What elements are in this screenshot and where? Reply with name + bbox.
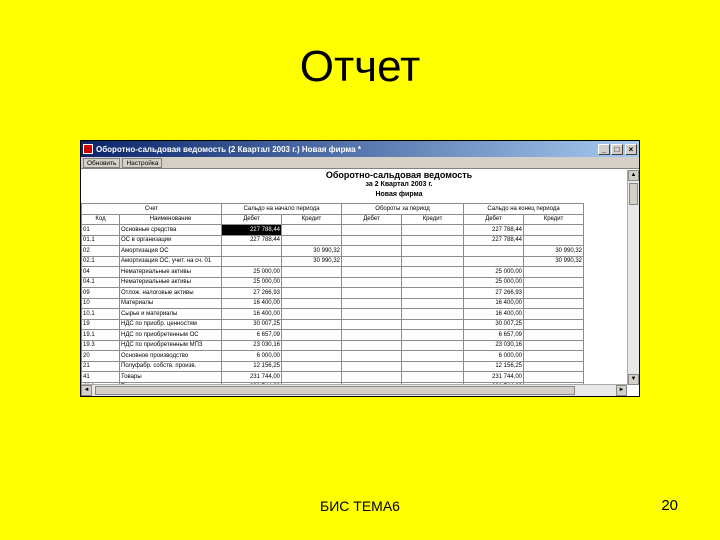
amount-cell[interactable]: 16 400,00 (464, 298, 524, 309)
report-period: за 2 Квартал 2003 г. (365, 181, 433, 188)
vertical-scrollbar[interactable] (627, 170, 639, 385)
amount-cell[interactable] (282, 361, 342, 372)
table-row[interactable] (82, 256, 584, 267)
account-code-cell[interactable]: 19.1 (82, 330, 120, 341)
amount-cell[interactable] (342, 330, 402, 341)
amount-cell[interactable] (282, 351, 342, 362)
header-turnover: Обороты за период (342, 204, 464, 215)
amount-cell[interactable] (402, 267, 464, 278)
column-header: Кредит (524, 214, 584, 225)
amount-cell[interactable]: 30 990,32 (282, 256, 342, 267)
scroll-down-icon[interactable]: ▼ (628, 374, 639, 385)
account-name-cell[interactable]: Амортизация ОС, учит. на сч. 01 (120, 256, 222, 267)
report-title: Оборотно-сальдовая ведомость (325, 170, 473, 180)
amount-cell[interactable]: 23 030,16 (222, 340, 282, 351)
amount-cell[interactable]: 231 744,00 (222, 372, 282, 383)
account-code-cell[interactable]: 09 (82, 288, 120, 299)
amount-cell[interactable] (402, 225, 464, 236)
account-code-cell[interactable]: 10.1 (82, 309, 120, 320)
account-name-cell[interactable]: Амортизация ОС (120, 246, 222, 257)
app-icon (83, 144, 93, 154)
scroll-right-icon[interactable]: ► (616, 385, 627, 396)
report-window (80, 140, 640, 397)
amount-cell[interactable] (402, 330, 464, 341)
amount-cell[interactable] (402, 361, 464, 372)
amount-cell[interactable] (402, 340, 464, 351)
account-code-cell[interactable]: 10 (82, 298, 120, 309)
amount-cell[interactable] (342, 267, 402, 278)
column-header: Кредит (402, 214, 464, 225)
amount-cell[interactable]: 23 030,16 (464, 340, 524, 351)
amount-cell[interactable] (342, 319, 402, 330)
toolbar (81, 157, 639, 169)
table-row[interactable] (82, 351, 584, 362)
amount-cell[interactable]: 12 156,25 (464, 361, 524, 372)
account-name-cell[interactable]: Отлож. налоговые активы (120, 288, 222, 299)
amount-cell[interactable] (342, 235, 402, 246)
report-header (171, 170, 627, 200)
refresh-button[interactable]: Обновить (83, 158, 120, 168)
amount-cell[interactable] (342, 277, 402, 288)
account-code-cell[interactable]: 04 (82, 267, 120, 278)
amount-cell[interactable] (282, 330, 342, 341)
report-table (81, 203, 584, 385)
header-group-row (82, 204, 584, 215)
account-code-cell[interactable]: 19.3 (82, 340, 120, 351)
column-header: Дебет (222, 214, 282, 225)
minimize-button[interactable]: _ (598, 144, 610, 155)
amount-cell[interactable]: 227 788,44 (464, 225, 524, 236)
amount-cell[interactable] (342, 340, 402, 351)
amount-cell[interactable] (342, 351, 402, 362)
amount-cell[interactable] (282, 372, 342, 383)
amount-cell[interactable]: 30 007,25 (464, 319, 524, 330)
table-row[interactable] (82, 235, 584, 246)
amount-cell[interactable] (342, 309, 402, 320)
header-closing: Сальдо на конец периода (464, 204, 584, 215)
report-company: Новая фирма (375, 191, 423, 198)
table-row[interactable] (82, 225, 584, 236)
hscroll-thumb[interactable] (95, 386, 575, 395)
maximize-button[interactable]: □ (611, 144, 623, 155)
amount-cell[interactable] (524, 340, 584, 351)
amount-cell[interactable] (402, 277, 464, 288)
scroll-left-icon[interactable]: ◄ (81, 385, 92, 396)
amount-cell[interactable] (524, 372, 584, 383)
account-code-cell[interactable]: 19 (82, 319, 120, 330)
amount-cell[interactable] (464, 256, 524, 267)
amount-cell[interactable] (402, 235, 464, 246)
table-row[interactable] (82, 298, 584, 309)
amount-cell[interactable] (402, 246, 464, 257)
column-header: Код (82, 214, 120, 225)
amount-cell[interactable] (524, 351, 584, 362)
amount-cell[interactable] (342, 361, 402, 372)
table-row[interactable] (82, 340, 584, 351)
amount-cell[interactable] (342, 298, 402, 309)
amount-cell[interactable] (402, 351, 464, 362)
close-button[interactable]: × (625, 144, 637, 155)
amount-cell[interactable] (524, 309, 584, 320)
account-name-cell[interactable]: Товары (120, 372, 222, 383)
account-name-cell[interactable]: Сырье и материалы (120, 309, 222, 320)
table-row[interactable] (82, 319, 584, 330)
account-name-cell[interactable]: Нематериальные активы (120, 277, 222, 288)
amount-cell[interactable] (402, 309, 464, 320)
amount-cell[interactable] (524, 361, 584, 372)
amount-cell[interactable]: 25 000,00 (464, 267, 524, 278)
column-header: Дебет (342, 214, 402, 225)
account-name-cell[interactable]: Основные средства (120, 225, 222, 236)
amount-cell[interactable] (402, 372, 464, 383)
window-titlebar[interactable] (81, 141, 639, 157)
horizontal-scrollbar[interactable] (81, 384, 627, 396)
amount-cell[interactable] (524, 267, 584, 278)
window-title: Оборотно-сальдовая ведомость (2 Квартал 2003 г.) Новая фирма * (96, 144, 361, 154)
account-code-cell[interactable]: 02.1 (82, 256, 120, 267)
page-number: 20 (661, 497, 678, 514)
account-code-cell[interactable]: 01.1 (82, 235, 120, 246)
account-code-cell[interactable]: 21 (82, 361, 120, 372)
amount-cell[interactable]: 231 744,00 (464, 372, 524, 383)
amount-cell[interactable] (342, 372, 402, 383)
amount-cell[interactable] (402, 319, 464, 330)
amount-cell[interactable]: 6 000,00 (222, 351, 282, 362)
amount-cell[interactable] (342, 288, 402, 299)
column-header: Дебет (464, 214, 524, 225)
footer-text: БИС ТЕМА6 (320, 498, 400, 514)
table-row[interactable] (82, 372, 584, 383)
amount-cell[interactable]: 16 400,00 (222, 298, 282, 309)
amount-cell[interactable]: 27 266,93 (464, 288, 524, 299)
account-code-cell[interactable]: 02 (82, 246, 120, 257)
amount-cell[interactable]: 30 990,32 (282, 246, 342, 257)
scroll-thumb[interactable] (629, 183, 638, 205)
amount-cell[interactable]: 12 156,25 (222, 361, 282, 372)
amount-cell[interactable] (524, 225, 584, 236)
account-name-cell[interactable]: НДС по приобретенным МПЗ (120, 340, 222, 351)
amount-cell[interactable]: 227 788,44 (464, 235, 524, 246)
amount-cell[interactable] (524, 277, 584, 288)
account-name-cell[interactable]: ОС в организации (120, 235, 222, 246)
amount-cell[interactable]: 227 788,44 (222, 225, 282, 236)
column-header: Наименование (120, 214, 222, 225)
amount-cell[interactable] (282, 267, 342, 278)
amount-cell[interactable]: 6 000,00 (464, 351, 524, 362)
account-code-cell[interactable]: 04.1 (82, 277, 120, 288)
amount-cell[interactable] (282, 319, 342, 330)
column-header: Кредит (282, 214, 342, 225)
amount-cell[interactable] (524, 298, 584, 309)
scroll-up-icon[interactable]: ▲ (628, 170, 639, 181)
amount-cell[interactable] (282, 340, 342, 351)
amount-cell[interactable]: 30 990,32 (524, 256, 584, 267)
account-name-cell[interactable]: Материалы (120, 298, 222, 309)
account-name-cell[interactable]: НДС по приобр. ценностям (120, 319, 222, 330)
amount-cell[interactable] (342, 246, 402, 257)
header-column-row (82, 214, 584, 225)
amount-cell[interactable] (402, 298, 464, 309)
amount-cell[interactable]: 16 400,00 (464, 309, 524, 320)
amount-cell[interactable] (282, 225, 342, 236)
amount-cell[interactable]: 6 657,09 (464, 330, 524, 341)
amount-cell[interactable]: 6 657,09 (222, 330, 282, 341)
table-row[interactable] (82, 267, 584, 278)
amount-cell[interactable] (282, 277, 342, 288)
slide-title: Отчет (299, 42, 421, 91)
account-name-cell[interactable]: Полуфабр. собств. произв. (120, 361, 222, 372)
amount-cell[interactable] (402, 256, 464, 267)
settings-button[interactable]: Настройка (122, 158, 162, 168)
amount-cell[interactable]: 25 000,00 (464, 277, 524, 288)
amount-cell[interactable] (222, 246, 282, 257)
table-row[interactable] (82, 330, 584, 341)
amount-cell[interactable] (464, 246, 524, 257)
table-row[interactable] (82, 361, 584, 372)
amount-cell[interactable] (282, 288, 342, 299)
report-table-body (82, 225, 584, 386)
amount-cell[interactable] (282, 309, 342, 320)
amount-cell[interactable]: 25 000,00 (222, 267, 282, 278)
amount-cell[interactable] (222, 256, 282, 267)
table-row[interactable] (82, 246, 584, 257)
account-name-cell[interactable]: Нематериальные активы (120, 267, 222, 278)
amount-cell[interactable]: 227 788,44 (222, 235, 282, 246)
report-content (81, 170, 627, 385)
amount-cell[interactable] (524, 235, 584, 246)
header-account: Счет (82, 204, 222, 215)
amount-cell[interactable]: 30 007,25 (222, 319, 282, 330)
account-code-cell[interactable]: 01 (82, 225, 120, 236)
amount-cell[interactable]: 30 990,32 (524, 246, 584, 257)
header-opening: Сальдо на начало периода (222, 204, 342, 215)
table-row[interactable] (82, 277, 584, 288)
amount-cell[interactable]: 16 400,00 (222, 309, 282, 320)
amount-cell[interactable] (342, 256, 402, 267)
amount-cell[interactable]: 27 266,93 (222, 288, 282, 299)
amount-cell[interactable]: 25 000,00 (222, 277, 282, 288)
table-row[interactable] (82, 288, 584, 299)
table-row[interactable] (82, 309, 584, 320)
amount-cell[interactable] (282, 298, 342, 309)
amount-cell[interactable] (524, 330, 584, 341)
amount-cell[interactable] (282, 235, 342, 246)
amount-cell[interactable] (342, 225, 402, 236)
amount-cell[interactable] (524, 288, 584, 299)
account-code-cell[interactable]: 20 (82, 351, 120, 362)
account-name-cell[interactable]: НДС по приобретенным ОС (120, 330, 222, 341)
amount-cell[interactable] (402, 288, 464, 299)
amount-cell[interactable] (524, 319, 584, 330)
account-code-cell[interactable]: 41 (82, 372, 120, 383)
account-name-cell[interactable]: Основное производство (120, 351, 222, 362)
